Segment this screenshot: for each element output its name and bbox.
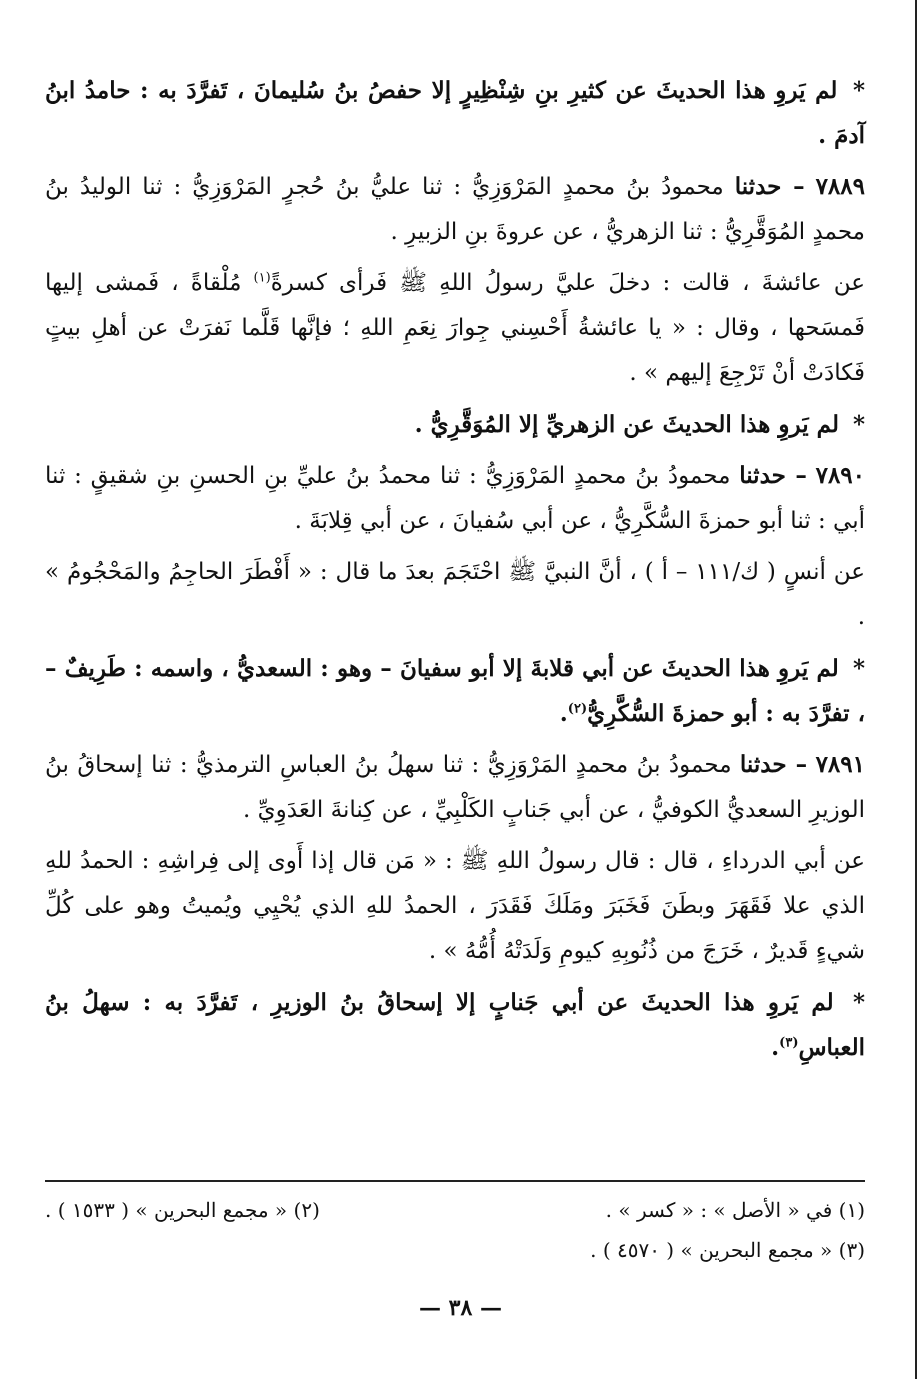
hadith-text-continued: مُلْقاةً ، فَمشى إليها فَمسَحها ، وقال : « يا عائشةُ أَحْسِني جِوارَ نِعَمِ اللهِ ؛ فإنَّها قَلَّما نَفرَتْ عن أهلِ بيتٍ فَكادَتْ أنْ تَرْجِعَ إليهم » . — [45, 270, 865, 386]
hadith-text: عن عائشةَ ، قالت : دخلَ عليَّ رسولُ اللهِ ﷺ فَرأى كسرةً — [270, 270, 865, 296]
note-text-end: . — [771, 1034, 780, 1061]
note-text-end: . — [559, 700, 568, 727]
hadith-7890-text — [45, 550, 865, 640]
hadith-7891-text — [45, 839, 865, 974]
star-marker: * — [852, 655, 865, 682]
hadith-number: ٧٨٩١ — [815, 751, 865, 778]
hadith-number: ٧٨٩٠ — [815, 462, 866, 489]
note-paragraph — [45, 402, 865, 447]
note-text: لم يَروِ هذا الحديثَ عن الزهريِّ إلا المُوَقَّرِيُّ . — [414, 411, 839, 438]
note-text: لم يَروِ هذا الحديثَ عن كثيرِ بنِ شِنْظِيرٍ إلا حفصُ بنُ سُليمانَ ، تَفرَّدَ به : حامدُ ابنُ آدمَ . — [45, 77, 865, 149]
chain-text: محمودُ بنُ محمدٍ المَرْوَزِيُّ : ثنا محمدُ بنُ عليِّ بنِ الحسنِ بنِ شقيقٍ : ثنا أبي : ثنا أبو حمزةَ السُّكَّرِيُّ ، عن أبي سُفيانَ ، عن أبي قِلابَةَ . — [45, 463, 865, 534]
footnote-ref: (٢) — [567, 701, 588, 717]
star-marker: * — [852, 989, 865, 1016]
hadith-lead: – حدثنا — [739, 462, 807, 489]
hadith-lead: – حدثنا — [739, 751, 808, 778]
note-text: لم يَروِ هذا الحديثَ عن أبي جَنابٍ إلا إسحاقُ بنُ الوزيرِ ، تَفرَّدَ به : سهلُ بنُ العباسِ — [45, 989, 865, 1061]
note-paragraph — [45, 68, 865, 158]
chain-text: محمودُ بنُ محمدٍ المَرْوَزِيُّ : ثنا عليُّ بنُ حُجرٍ المَرْوَزِيُّ : ثنا الوليدُ بنُ محمدٍ المُوَقَّرِيُّ : ثنا الزهريُّ ، عن عروةَ بنِ الزبيرِ . — [45, 174, 865, 245]
hadith-number: ٧٨٨٩ — [815, 173, 865, 200]
star-marker: * — [852, 411, 865, 438]
star-marker: * — [852, 77, 865, 104]
hadith-lead: – حدثنا — [734, 173, 805, 200]
footnote-row — [45, 1190, 865, 1230]
page-edge-line — [915, 0, 917, 1379]
note-paragraph — [45, 646, 865, 736]
footnote-1: (١) في « الأصل » : « كسر » . — [605, 1198, 865, 1222]
hadith-7889-text — [45, 261, 865, 396]
footnote-2: (٢) « مجمع البحرين » ( ١٥٣٣ ) . — [45, 1198, 320, 1222]
chain-text: محمودُ بنُ محمدٍ المَرْوَزِيُّ : ثنا سهلُ بنُ العباسِ الترمذيُّ : ثنا إسحاقُ بنُ الوزيرِ السعديُّ الكوفيُّ ، عن أبي جَنابٍ الكَلْبِيِّ ، عن كِنانةَ العَدَوِيِّ . — [45, 752, 865, 823]
hadith-7891-chain — [45, 742, 865, 833]
footnote-ref: (٣) — [779, 1035, 799, 1051]
page-number: — ٣٨ — — [419, 1295, 502, 1321]
page-body — [45, 68, 865, 1076]
footnote-ref: (١) — [253, 270, 271, 286]
note-paragraph — [45, 980, 865, 1070]
hadith-7890-chain — [45, 453, 865, 544]
footnote-row — [45, 1230, 865, 1270]
note-text: لم يَروِ هذا الحديثَ عن أبي قلابةَ إلا أبو سفيانَ – وهو : السعديُّ ، واسمه : طَرِيفٌ – ، تفرَّدَ به : أبو حمزةَ السُّكَّرِيُّ — [45, 655, 865, 727]
hadith-text: عن أنسٍ ( ك/١١١ – أ ) ، أنَّ النبيَّ ﷺ احْتَجَمَ بعدَ ما قال : « أَفْطَرَ الحاجِمُ والمَحْجُومُ » . — [45, 559, 865, 630]
footnote-3: (٣) « مجمع البحرين » ( ٤٥٧٠ ) . — [590, 1238, 865, 1262]
footnotes — [45, 1180, 865, 1270]
hadith-7889-chain — [45, 164, 865, 255]
hadith-text: عن أبي الدرداءِ ، قال : قال رسولُ اللهِ ﷺ : « مَن قال إذا أَوى إلى فِراشِهِ : الحمدُ للهِ الذي علا فَقَهَرَ وبطَنَ فَخَبَرَ ومَلَكَ فَقَدَرَ ، الحمدُ للهِ الذي يُحْيِي ويُميتُ وهو على كُلِّ شيءٍ قَديرٌ ، خَرَجَ من ذُنُوبِهِ كيومِ وَلَدَتْهُ أُمُّهُ » . — [45, 848, 865, 964]
